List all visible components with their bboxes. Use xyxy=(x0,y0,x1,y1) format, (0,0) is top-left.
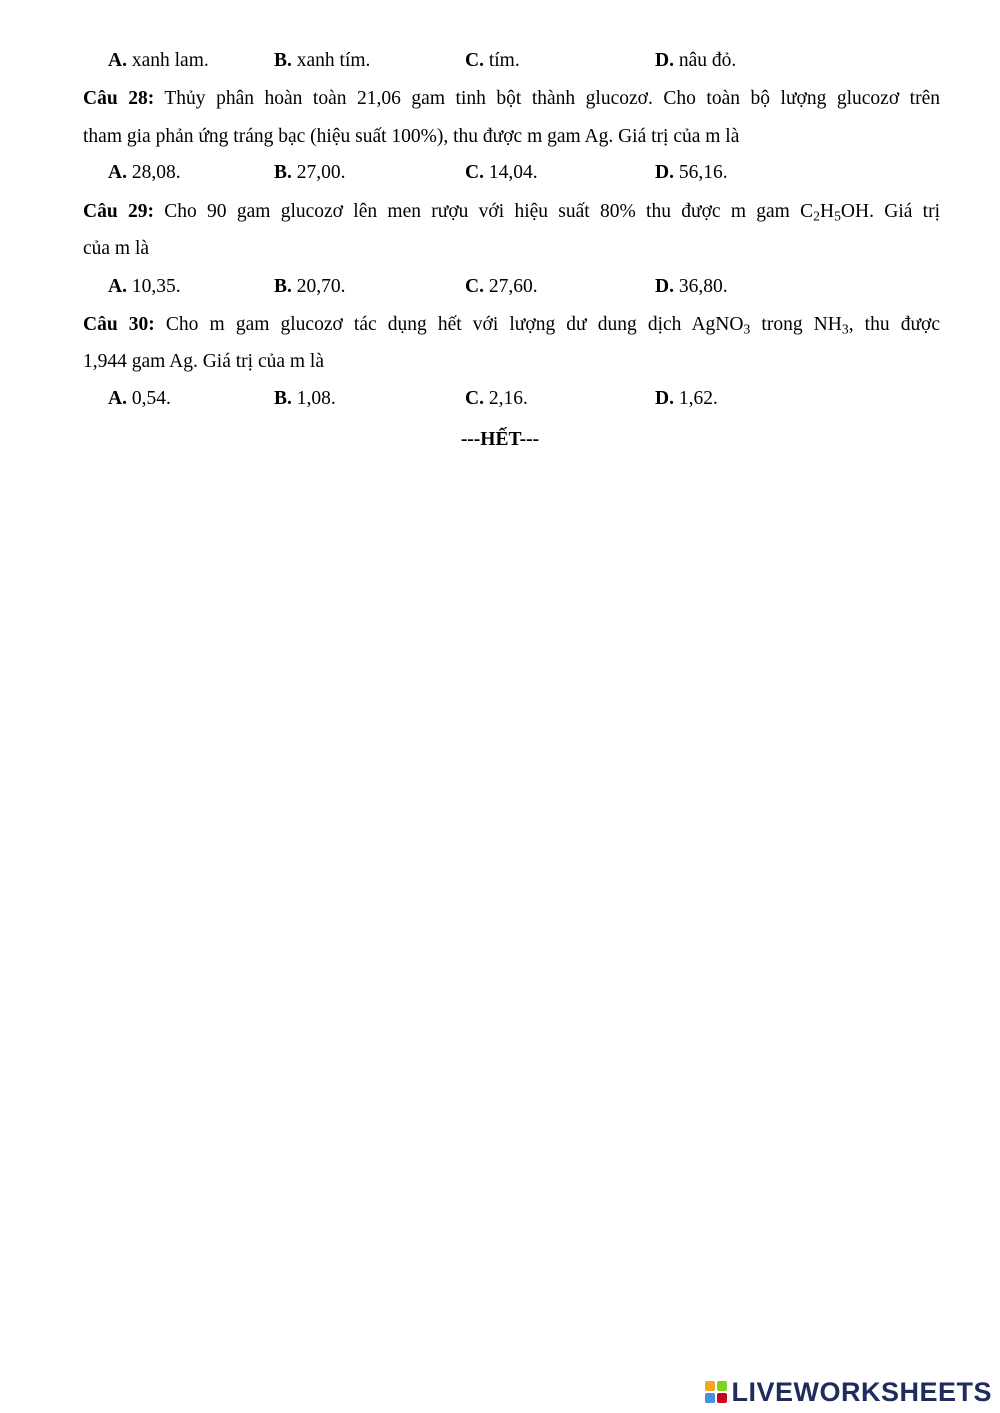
q29-option-c xyxy=(465,275,538,299)
option-text: 10,35. xyxy=(126,276,181,297)
option-text: 28,08. xyxy=(126,162,181,183)
q29-option-a xyxy=(108,275,181,299)
option-letter: D. xyxy=(655,388,674,409)
option-letter: D. xyxy=(655,276,674,297)
q28-option-b xyxy=(274,161,346,185)
logo-square xyxy=(705,1393,715,1403)
question-text: H xyxy=(819,201,835,222)
q30-option-b xyxy=(274,387,336,411)
q29-stem-line2 xyxy=(83,237,940,261)
q28-options xyxy=(0,161,1000,185)
option-letter: D. xyxy=(655,162,674,183)
q28-option-a xyxy=(108,161,181,185)
logo-square xyxy=(717,1393,727,1403)
option-text: 14,04. xyxy=(483,162,538,183)
q29-option-b xyxy=(274,275,346,299)
liveworksheets-brand xyxy=(705,1377,992,1407)
q28-stem-line1 xyxy=(83,87,940,111)
q28-stem-line2 xyxy=(83,125,940,149)
question-text: OH. Giá trị xyxy=(840,201,941,222)
option-letter: D. xyxy=(655,50,674,71)
q30-option-d xyxy=(655,387,718,411)
question-text: Thủy phân hoàn toàn 21,06 gam tinh bột thành glucozơ. Cho toàn bộ lượng glucozơ trên xyxy=(154,88,940,109)
option-letter: A. xyxy=(108,388,127,409)
q30-option-a xyxy=(108,387,171,411)
subscript: 2 xyxy=(813,208,820,224)
subscript: 3 xyxy=(743,321,751,337)
option-letter: A. xyxy=(108,50,127,71)
option-text: nâu đỏ. xyxy=(673,50,737,71)
end-marker: ---HẾT--- xyxy=(460,429,540,450)
question-text: 1,944 gam Ag. Giá trị của m là xyxy=(83,351,324,372)
option-text: 36,80. xyxy=(673,276,728,297)
q30-stem-line1 xyxy=(83,313,940,337)
option-text: 27,00. xyxy=(291,162,346,183)
subscript: 5 xyxy=(834,208,841,224)
question-text: tham gia phản ứng tráng bạc (hiệu suất 100%), thu được m gam Ag. Giá trị của m là xyxy=(83,126,740,147)
question-number: Câu 29: xyxy=(83,201,154,222)
option-text: 0,54. xyxy=(126,388,171,409)
q28-option-c xyxy=(465,161,538,185)
option-text: 56,16. xyxy=(673,162,728,183)
q27-option-d xyxy=(655,49,736,73)
q30-options xyxy=(0,387,1000,411)
option-letter: B. xyxy=(274,276,292,297)
q29-options xyxy=(0,275,1000,299)
q30-stem-line2 xyxy=(83,350,940,374)
question-number: Câu 30: xyxy=(83,314,155,335)
option-text: 1,08. xyxy=(291,388,336,409)
option-letter: C. xyxy=(465,388,484,409)
option-letter: B. xyxy=(274,50,292,71)
question-text: Cho m gam glucozơ tác dụng hết với lượng dư dung dịch AgNO xyxy=(154,314,744,335)
q30-option-c xyxy=(465,387,528,411)
question-number: Câu 28: xyxy=(83,88,155,109)
option-text: tím. xyxy=(483,50,520,71)
brand-name: LIVEWORKSHEETS xyxy=(731,1376,992,1407)
subscript: 3 xyxy=(841,321,849,337)
option-letter: B. xyxy=(274,388,292,409)
option-text: 1,62. xyxy=(673,388,718,409)
question-text: của m là xyxy=(83,238,150,259)
option-letter: A. xyxy=(108,276,127,297)
q27-options xyxy=(0,49,1000,73)
question-text: , thu được xyxy=(848,314,940,335)
option-letter: C. xyxy=(465,276,484,297)
question-text: Cho 90 gam glucozơ lên men rượu với hiệu suất 80% thu được m gam C xyxy=(153,201,814,222)
option-text: xanh tím. xyxy=(291,50,371,71)
option-text: 20,70. xyxy=(291,276,346,297)
q27-option-c xyxy=(465,49,520,73)
logo-square xyxy=(717,1381,727,1391)
option-letter: B. xyxy=(274,162,292,183)
q29-option-d xyxy=(655,275,728,299)
question-text: trong NH xyxy=(750,314,842,335)
liveworksheets-logo-icon xyxy=(705,1381,727,1403)
q27-option-b xyxy=(274,49,370,73)
q27-option-a xyxy=(108,49,209,73)
q28-option-d xyxy=(655,161,728,185)
option-letter: A. xyxy=(108,162,127,183)
q29-stem-line1 xyxy=(83,200,940,224)
logo-square xyxy=(705,1381,715,1391)
option-text: 2,16. xyxy=(483,388,528,409)
option-letter: C. xyxy=(465,50,484,71)
option-letter: C. xyxy=(465,162,484,183)
option-text: 27,60. xyxy=(483,276,538,297)
option-text: xanh lam. xyxy=(126,50,209,71)
